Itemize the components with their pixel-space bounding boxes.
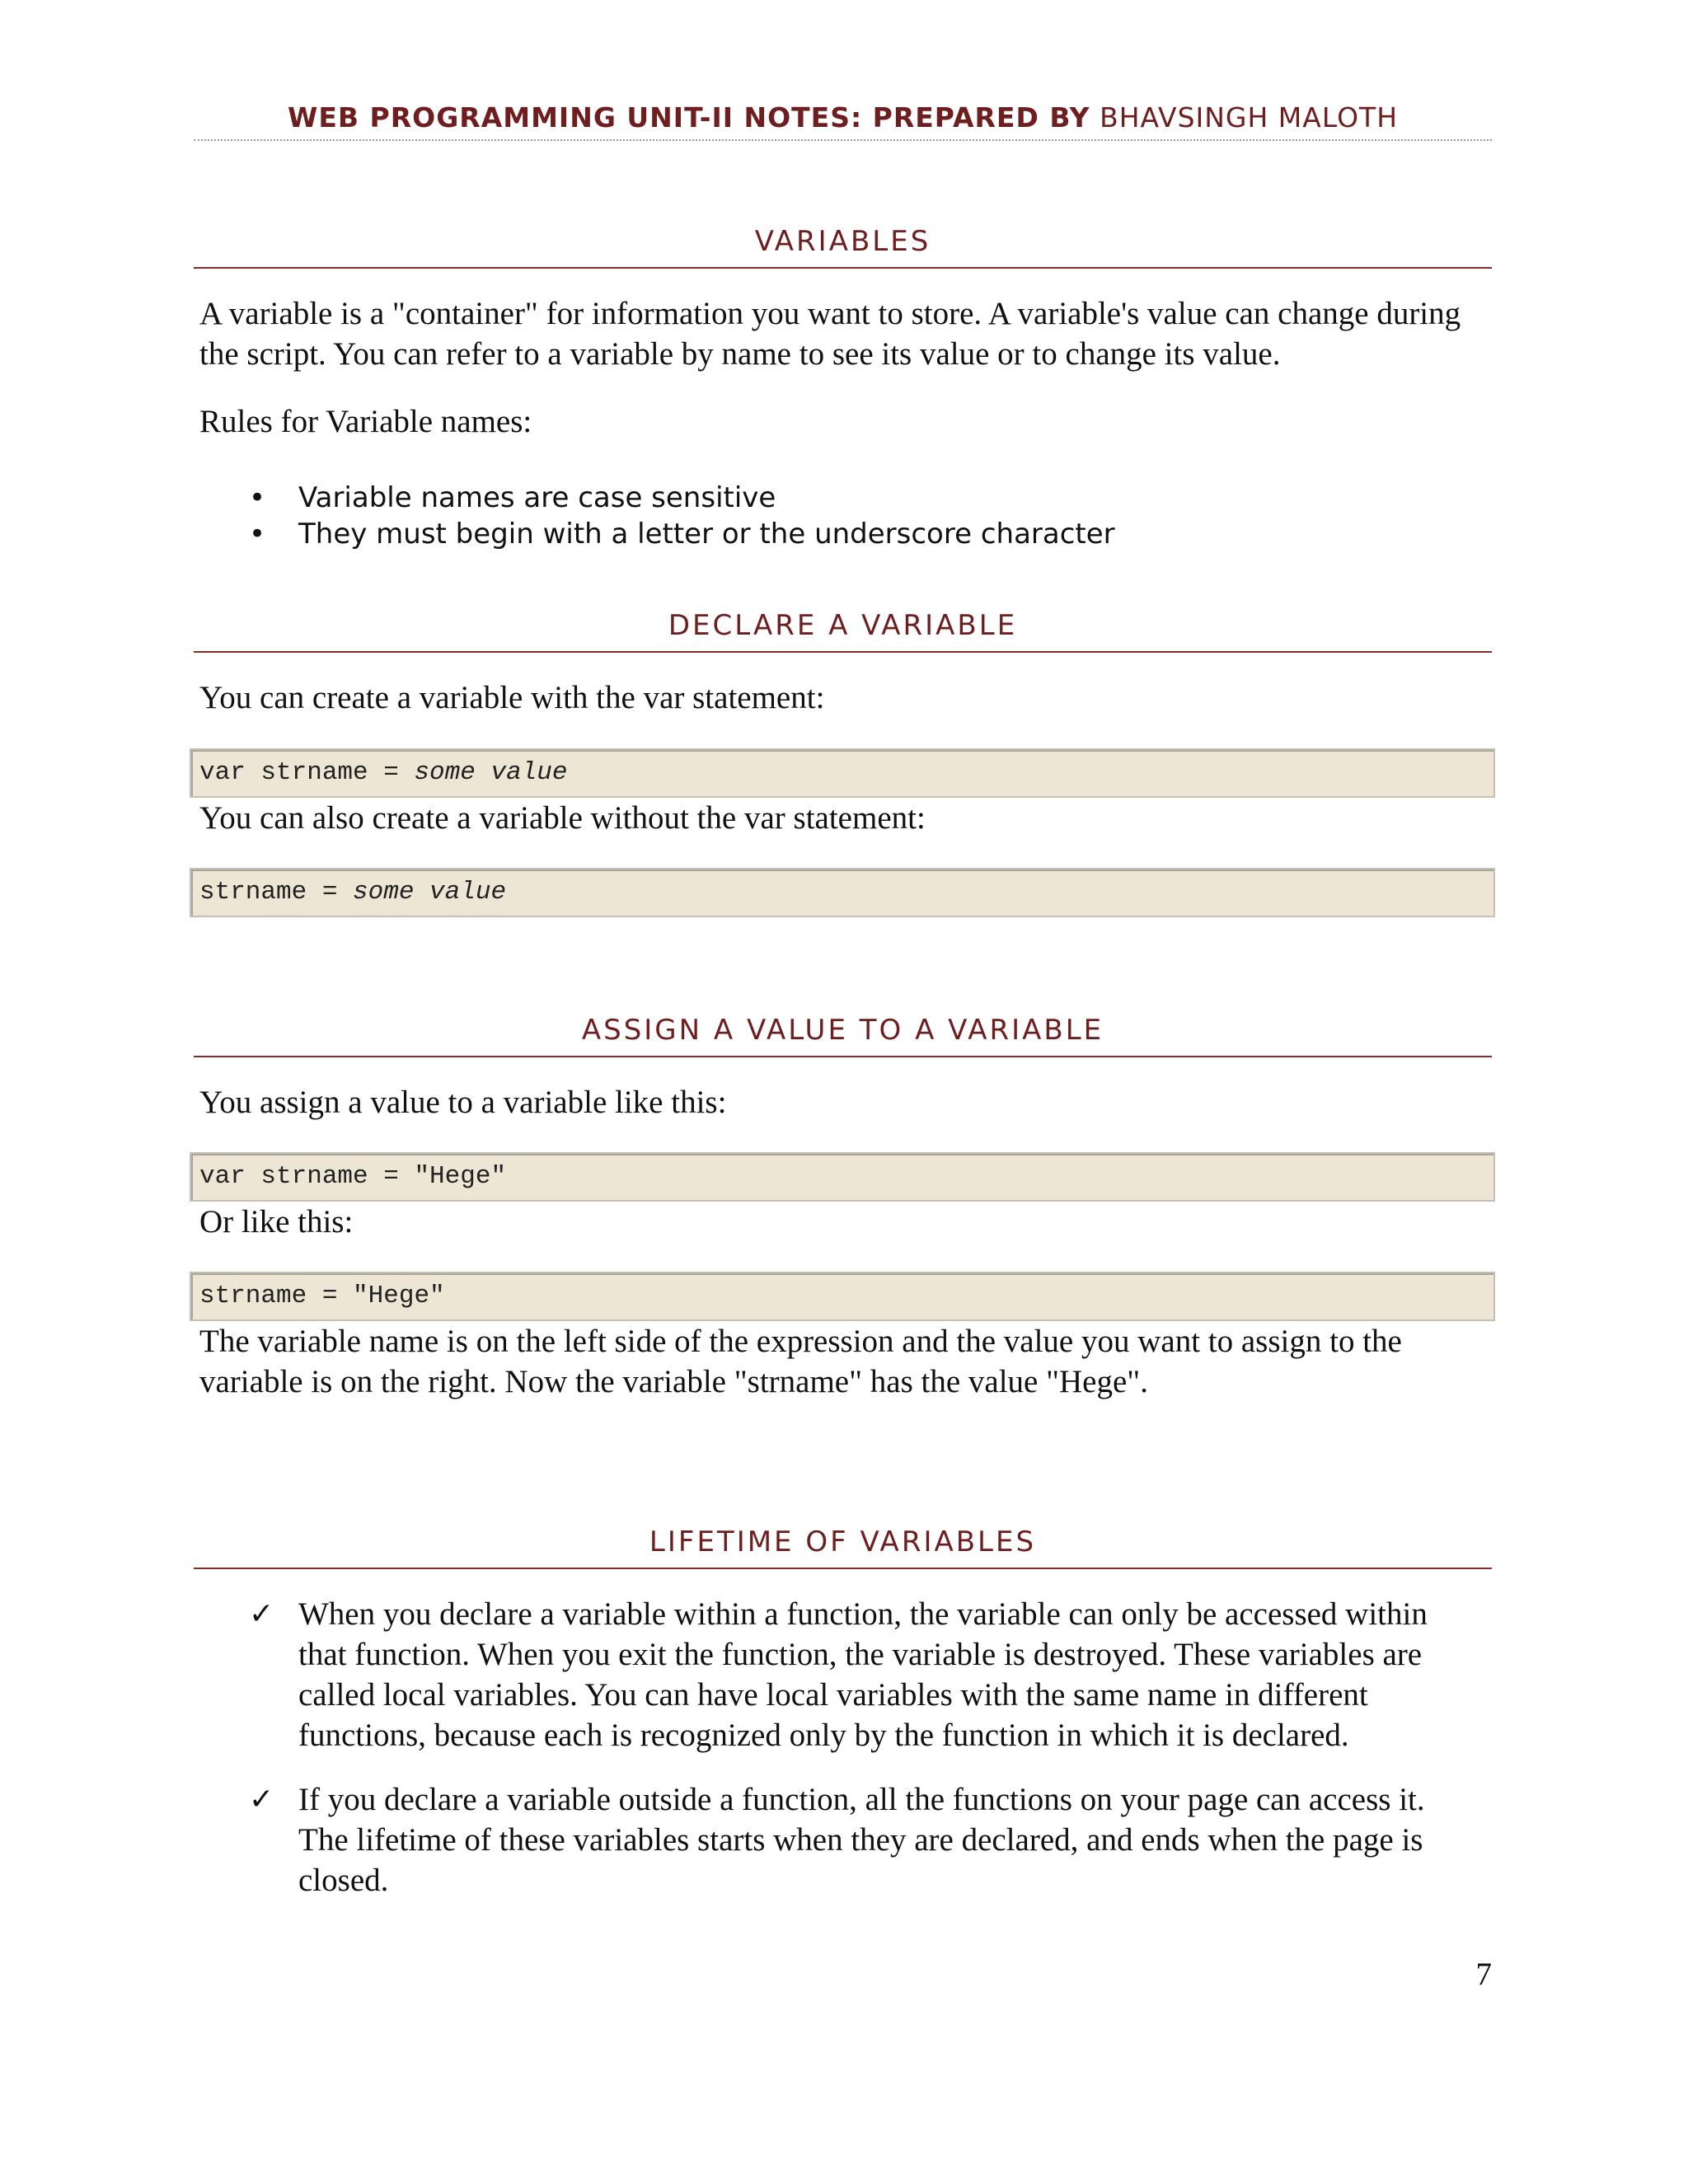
list-item — [199, 480, 1485, 516]
code-placeholder: some value — [414, 758, 568, 787]
rules-label: Rules for Variable names: — [199, 404, 532, 439]
variables-intro: A variable is a "container" for information you want to store. A variable's value can change during the script. You can refer to a variable by name to see its value or to change its value. — [199, 296, 1461, 372]
code-block — [190, 868, 1495, 917]
heading-assign: ASSIGN A VALUE TO A VARIABLE — [194, 1010, 1492, 1057]
code-block — [190, 748, 1495, 798]
code-prefix: strname = — [199, 878, 354, 907]
page-number: 7 — [1475, 1957, 1492, 1992]
checkmark-icon: ✓ — [249, 1597, 274, 1631]
list-item — [199, 1779, 1469, 1900]
assign-text-3: The variable name is on the left side of the expression and the value you want to assign to the variable is on the right. Now the variable "strname" has the value "Hege". — [199, 1324, 1402, 1399]
checkmark-icon: ✓ — [249, 1783, 274, 1816]
lifetime-point: When you declare a variable within a function, the variable can only be accessed within that function. When you exit the function, the variable is destroyed. These variables are called local variables. You can have local variables with the same name in different functions, because each is recognized only by the function in which it is declared. — [298, 1596, 1428, 1753]
declare-text-1: You can create a variable with the var statement: — [199, 680, 825, 715]
header-divider — [194, 139, 1492, 141]
heading-declare: DECLARE A VARIABLE — [194, 605, 1492, 653]
assign-text-1: You assign a value to a variable like this: — [199, 1085, 727, 1120]
lifetime-point: If you declare a variable outside a function, all the functions on your page can access it. The lifetime of these variables starts when they are declared, and ends when the page is closed. — [298, 1782, 1425, 1898]
header-title: WEB PROGRAMMING UNIT-II NOTES: PREPARED BY — [287, 101, 1090, 134]
rules-list — [199, 480, 1485, 552]
header-author: BHAVSINGH MALOTH — [1100, 101, 1399, 134]
code-block: strname = "Hege" — [190, 1272, 1495, 1321]
code-block: var strname = "Hege" — [190, 1152, 1495, 1202]
code-prefix: var strname = — [199, 758, 415, 787]
declare-text-2: You can also create a variable without the var statement: — [199, 800, 926, 836]
assign-text-2: Or like this: — [199, 1204, 354, 1240]
rule-text: They must begin with a letter or the underscore character — [298, 518, 1115, 551]
heading-variables: VARIABLES — [194, 221, 1492, 269]
bullet-icon: • — [249, 481, 266, 514]
lifetime-list — [199, 1594, 1469, 1900]
bullet-icon: • — [249, 518, 266, 551]
list-item — [199, 516, 1485, 552]
code-placeholder: some value — [353, 878, 507, 907]
page-header — [194, 97, 1492, 138]
heading-lifetime: LIFETIME OF VARIABLES — [194, 1521, 1492, 1569]
list-item — [199, 1594, 1469, 1755]
rule-text: Variable names are case sensitive — [298, 481, 776, 514]
